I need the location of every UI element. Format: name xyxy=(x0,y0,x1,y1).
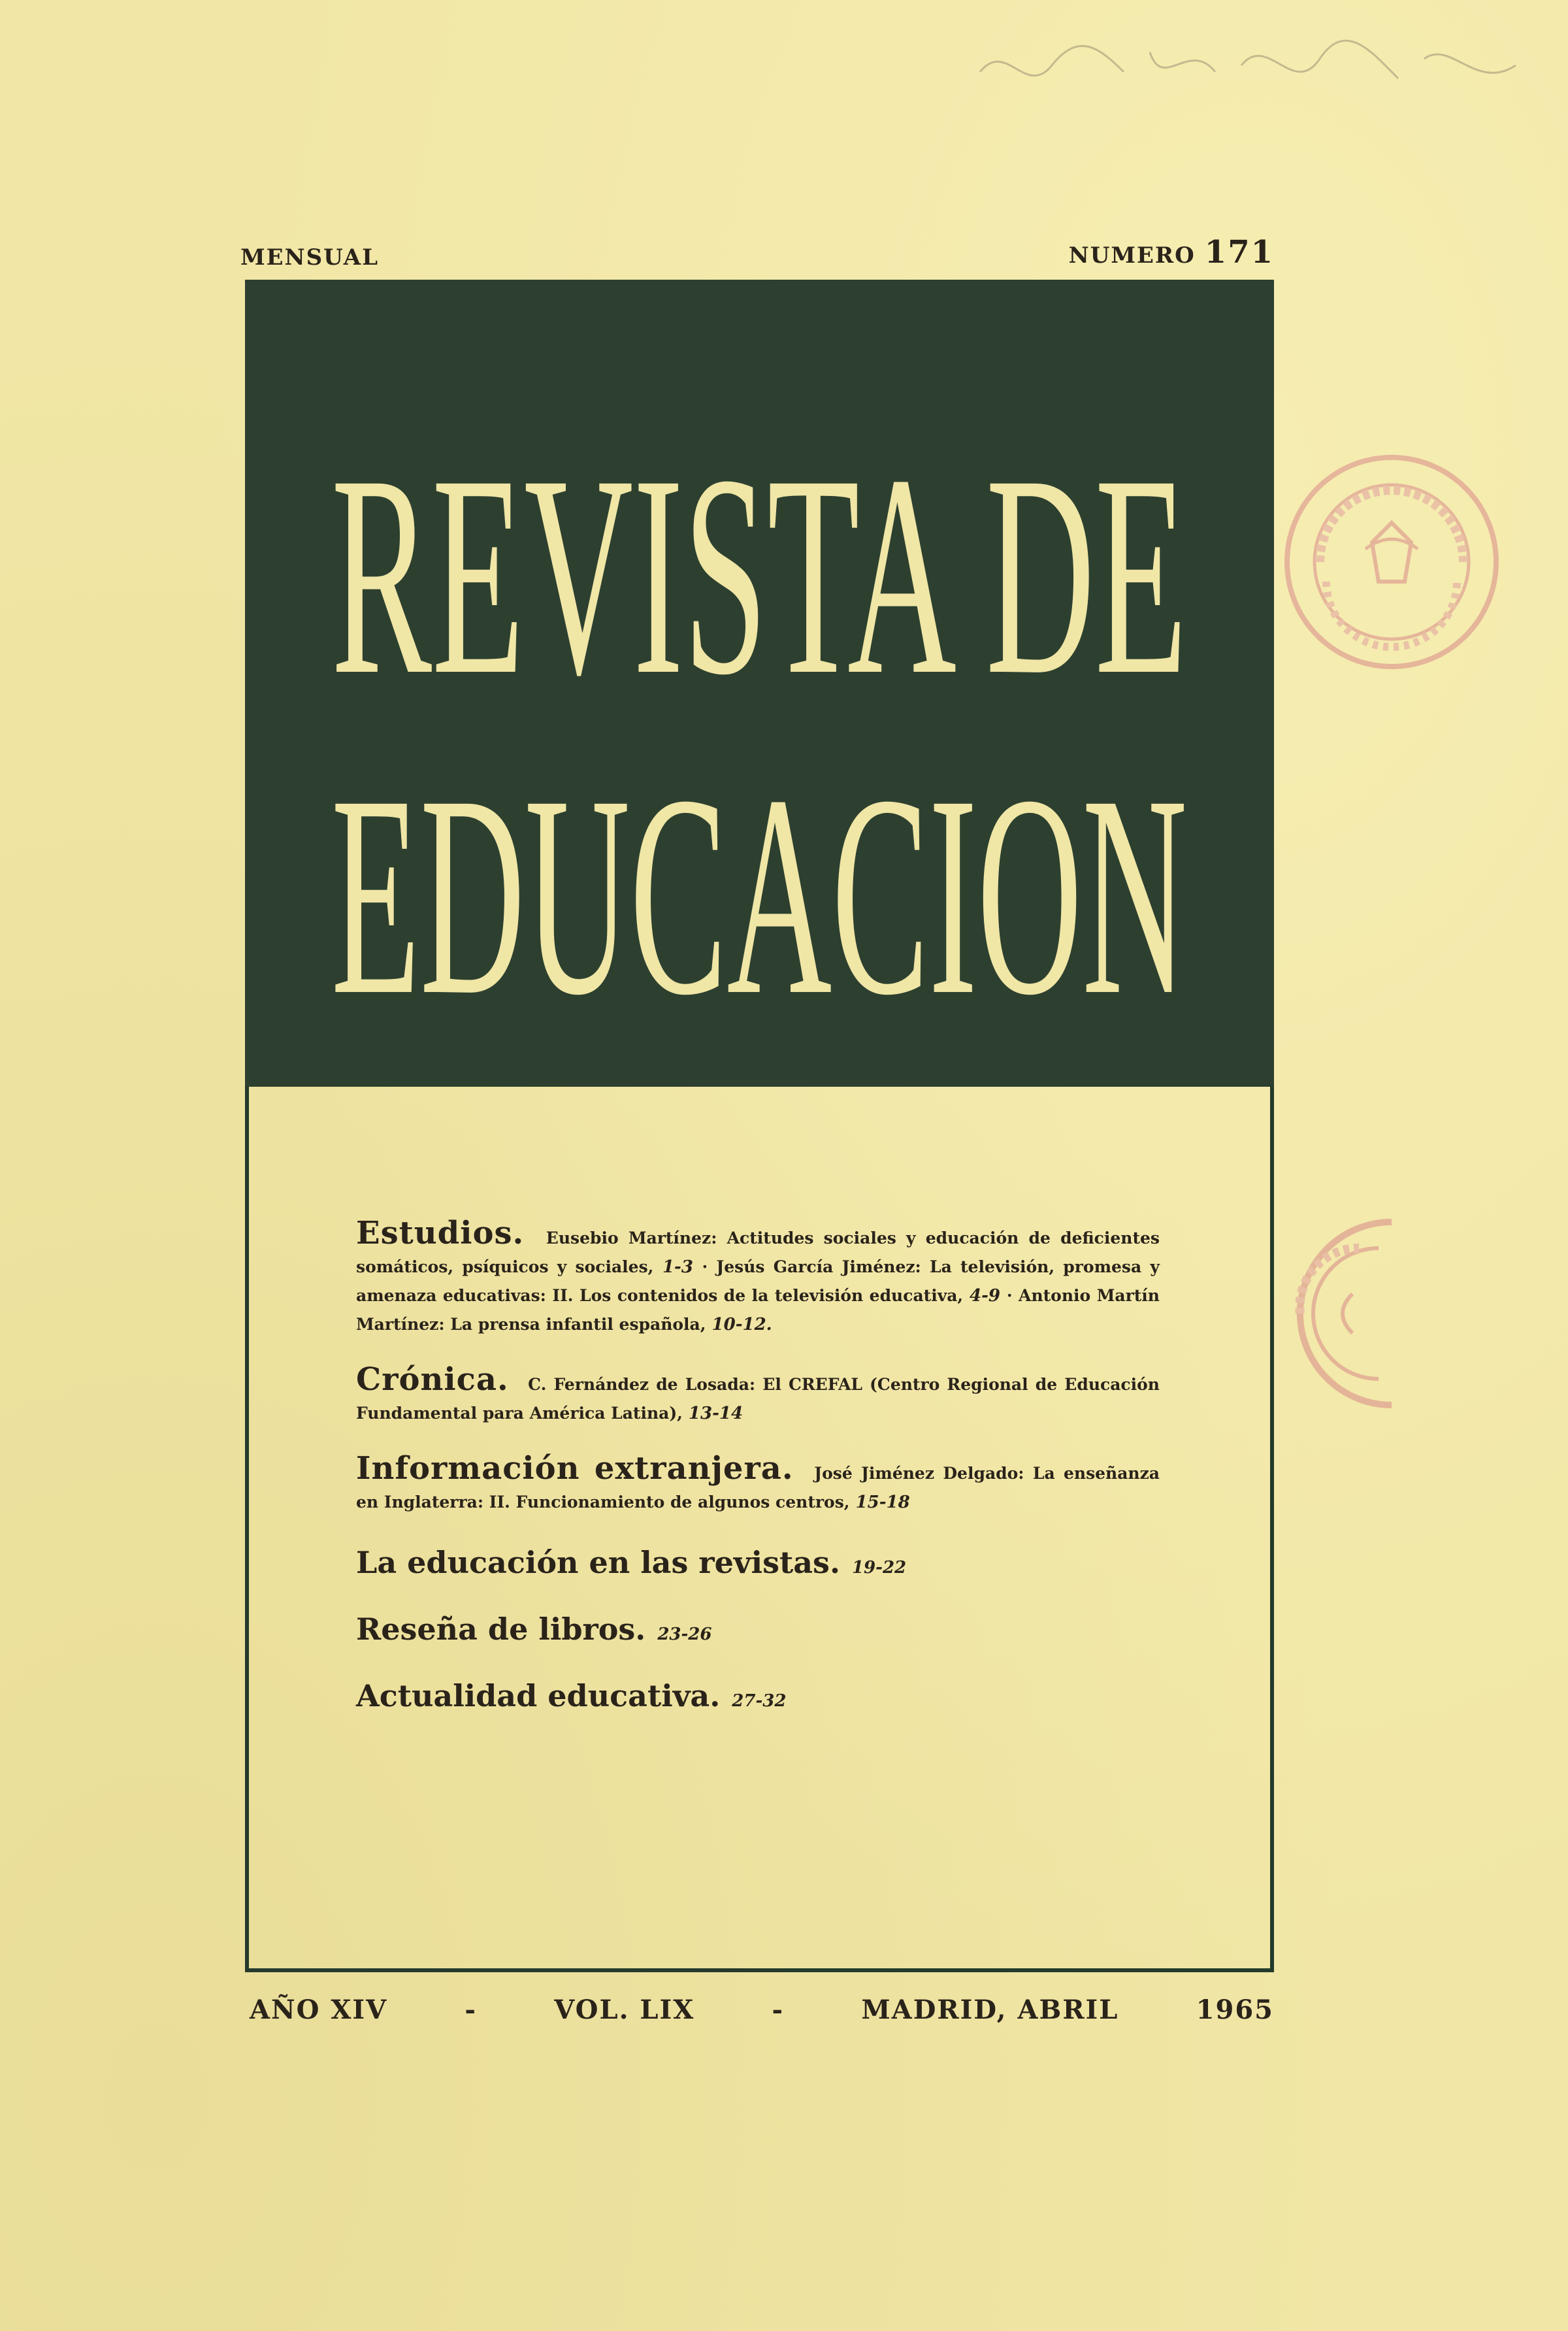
section-text: · Antonio Martín Martínez: La prensa infantil española, xyxy=(356,1286,1160,1334)
page-range: 27-32 xyxy=(732,1691,787,1711)
section-revistas xyxy=(356,1543,1160,1587)
page-range: 13-14 xyxy=(688,1404,743,1423)
section-heading: Reseña de libros. xyxy=(356,1612,646,1647)
section-cronica xyxy=(356,1361,1160,1428)
table-of-contents xyxy=(356,1215,1160,1743)
section-heading: Actualidad educativa. xyxy=(356,1678,721,1713)
section-text: José Jiménez Delgado: La enseñanza en Inglaterra: II. Funcionamiento de algunos centros, xyxy=(356,1464,1160,1512)
year: 1965 xyxy=(1196,1994,1274,2025)
masthead-title-line1: REVISTA DE xyxy=(331,416,1188,735)
handwritten-note-icon xyxy=(967,26,1529,105)
separator: - xyxy=(465,1994,478,2025)
page-range: 19-22 xyxy=(851,1558,907,1578)
page-range: 4-9 xyxy=(970,1286,1000,1306)
section-heading: Información extranjera. xyxy=(356,1450,794,1487)
section-heading: La educación en las revistas. xyxy=(356,1545,840,1580)
issue-number xyxy=(1069,234,1274,271)
issue-number-label: NUMERO xyxy=(1068,242,1196,269)
separator: - xyxy=(772,1994,785,2025)
page-range: 10-12. xyxy=(711,1315,772,1334)
issue-number-value: 171 xyxy=(1204,234,1274,271)
section-heading: Estudios. xyxy=(356,1215,525,1251)
footer-line xyxy=(250,1990,1274,2029)
page-range: 15-18 xyxy=(855,1493,910,1512)
page-range: 1-3 xyxy=(662,1257,693,1277)
masthead-title-line2: EDUCACION xyxy=(331,736,1187,1055)
library-stamp-icon xyxy=(1281,451,1503,673)
section-heading: Crónica. xyxy=(356,1361,509,1398)
section-text: · Jesús García Jiménez: La televisión, promesa y amenaza educativas: II. Los contenidos de la televisión educativa, xyxy=(356,1257,1160,1305)
header-line xyxy=(240,235,1274,274)
frequency-label: MENSUAL xyxy=(240,244,380,271)
partial-stamp-icon xyxy=(1261,1209,1431,1418)
section-actualidad xyxy=(356,1676,1160,1721)
year-of-publication: AÑO XIV xyxy=(250,1994,388,2025)
section-text: C. Fernández de Losada: El CREFAL (Centro Regional de Educación Fundamental para América Latina), xyxy=(356,1375,1160,1423)
section-estudios xyxy=(356,1215,1160,1339)
section-text: Eusebio Martínez: Actitudes sociales y educación de deficientes somáticos, psíquicos y sociales, xyxy=(356,1229,1160,1276)
page-range: 23-26 xyxy=(657,1625,712,1644)
section-informacion xyxy=(356,1450,1160,1517)
volume: VOL. LIX xyxy=(554,1994,695,2025)
masthead-block xyxy=(245,280,1274,1087)
section-libros xyxy=(356,1610,1160,1654)
place-date: MADRID, ABRIL xyxy=(861,1994,1119,2025)
